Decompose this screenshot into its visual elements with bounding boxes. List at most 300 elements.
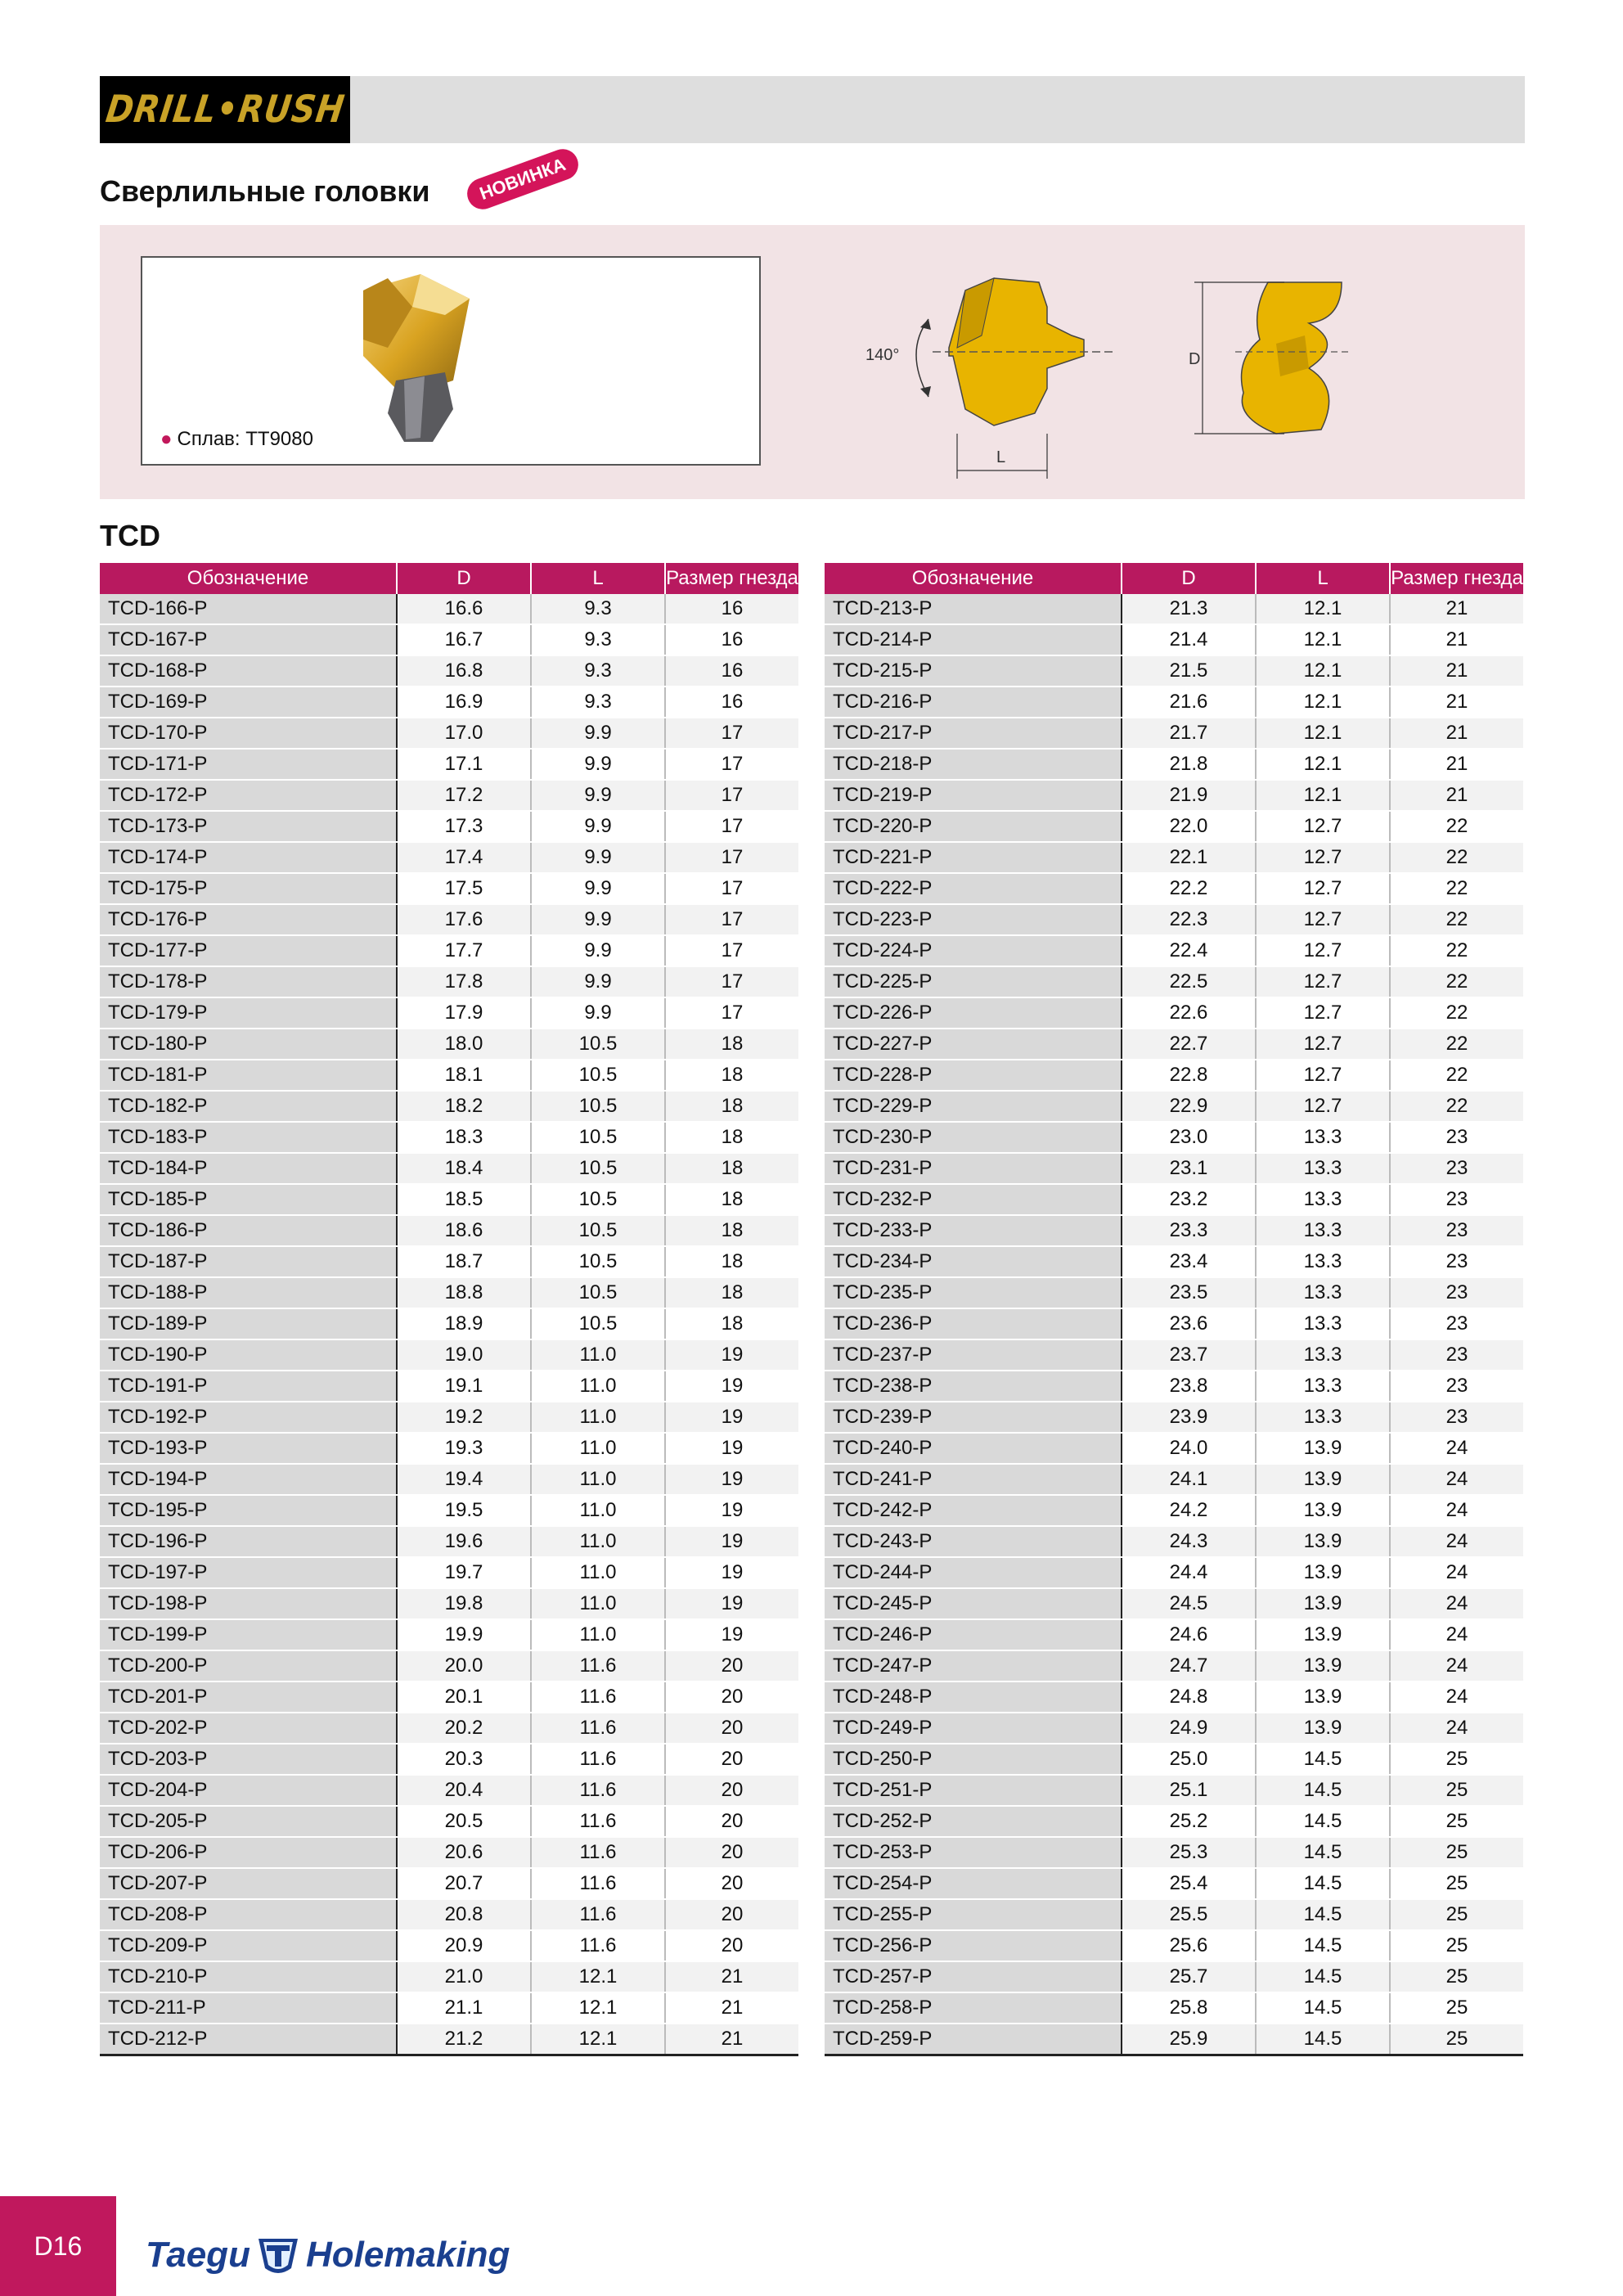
l-cell: 13.9 xyxy=(1256,1495,1390,1526)
table-row xyxy=(100,1588,798,1619)
designation-cell: TCD-193-P xyxy=(100,1433,397,1464)
l-cell: 12.1 xyxy=(1256,624,1390,655)
designation-cell: TCD-203-P xyxy=(100,1744,397,1775)
table-row xyxy=(100,1681,798,1713)
d-cell: 18.7 xyxy=(397,1246,531,1277)
socket-size-cell: 23 xyxy=(1390,1308,1523,1339)
designation-cell: TCD-187-P xyxy=(100,1246,397,1277)
table-row xyxy=(825,1029,1523,1060)
designation-cell: TCD-242-P xyxy=(825,1495,1122,1526)
table-row xyxy=(825,1184,1523,1215)
table-row xyxy=(825,1961,1523,1992)
d-cell: 18.0 xyxy=(397,1029,531,1060)
l-cell: 14.5 xyxy=(1256,1837,1390,1868)
table-row xyxy=(825,1433,1523,1464)
l-cell: 14.5 xyxy=(1256,1961,1390,1992)
socket-size-cell: 25 xyxy=(1390,1837,1523,1868)
l-cell: 13.9 xyxy=(1256,1588,1390,1619)
l-cell: 12.1 xyxy=(1256,594,1390,624)
designation-cell: TCD-201-P xyxy=(100,1681,397,1713)
l-cell: 12.1 xyxy=(531,2024,665,2055)
table-row xyxy=(825,780,1523,811)
table-row xyxy=(100,1339,798,1371)
socket-size-cell: 21 xyxy=(665,1961,798,1992)
l-cell: 13.3 xyxy=(1256,1308,1390,1339)
designation-cell: TCD-254-P xyxy=(825,1868,1122,1899)
socket-size-cell: 18 xyxy=(665,1184,798,1215)
d-cell: 23.6 xyxy=(1122,1308,1256,1339)
designation-cell: TCD-221-P xyxy=(825,842,1122,873)
l-cell: 10.5 xyxy=(531,1091,665,1122)
table-row xyxy=(825,1277,1523,1308)
d-cell: 21.3 xyxy=(1122,594,1256,624)
designation-cell: TCD-174-P xyxy=(100,842,397,873)
l-cell: 12.7 xyxy=(1256,935,1390,966)
l-cell: 13.9 xyxy=(1256,1713,1390,1744)
table-row xyxy=(825,1930,1523,1961)
table-row xyxy=(100,935,798,966)
table-row xyxy=(825,1060,1523,1091)
designation-cell: TCD-180-P xyxy=(100,1029,397,1060)
socket-size-cell: 25 xyxy=(1390,1775,1523,1806)
d-cell: 22.2 xyxy=(1122,873,1256,904)
l-cell: 12.1 xyxy=(531,1961,665,1992)
l-cell: 13.9 xyxy=(1256,1681,1390,1713)
d-cell: 20.6 xyxy=(397,1837,531,1868)
l-cell: 13.9 xyxy=(1256,1557,1390,1588)
table-row xyxy=(825,1868,1523,1899)
table-row xyxy=(100,1775,798,1806)
socket-size-cell: 25 xyxy=(1390,2024,1523,2055)
d-cell: 18.3 xyxy=(397,1122,531,1153)
l-cell: 9.9 xyxy=(531,718,665,749)
l-cell: 13.3 xyxy=(1256,1215,1390,1246)
designation-cell: TCD-194-P xyxy=(100,1464,397,1495)
table-row xyxy=(825,1713,1523,1744)
d-cell: 20.1 xyxy=(397,1681,531,1713)
designation-cell: TCD-245-P xyxy=(825,1588,1122,1619)
l-cell: 11.0 xyxy=(531,1339,665,1371)
socket-size-cell: 19 xyxy=(665,1402,798,1433)
socket-size-cell: 24 xyxy=(1390,1495,1523,1526)
socket-size-cell: 23 xyxy=(1390,1184,1523,1215)
d-cell: 25.1 xyxy=(1122,1775,1256,1806)
designation-cell: TCD-190-P xyxy=(100,1339,397,1371)
table-row xyxy=(825,904,1523,935)
l-cell: 13.3 xyxy=(1256,1277,1390,1308)
l-cell: 12.7 xyxy=(1256,966,1390,997)
socket-size-cell: 17 xyxy=(665,904,798,935)
column-header: Обозначение xyxy=(100,563,397,594)
table-row xyxy=(100,842,798,873)
d-cell: 21.8 xyxy=(1122,749,1256,780)
socket-size-cell: 19 xyxy=(665,1526,798,1557)
designation-cell: TCD-238-P xyxy=(825,1371,1122,1402)
designation-cell: TCD-181-P xyxy=(100,1060,397,1091)
socket-size-cell: 17 xyxy=(665,811,798,842)
l-cell: 12.7 xyxy=(1256,1060,1390,1091)
designation-cell: TCD-231-P xyxy=(825,1153,1122,1184)
designation-cell: TCD-227-P xyxy=(825,1029,1122,1060)
l-cell: 14.5 xyxy=(1256,1992,1390,2024)
designation-cell: TCD-189-P xyxy=(100,1308,397,1339)
d-cell: 17.3 xyxy=(397,811,531,842)
d-cell: 24.9 xyxy=(1122,1713,1256,1744)
table-row xyxy=(100,1277,798,1308)
designation-cell: TCD-202-P xyxy=(100,1713,397,1744)
d-cell: 18.9 xyxy=(397,1308,531,1339)
designation-cell: TCD-241-P xyxy=(825,1464,1122,1495)
l-cell: 12.1 xyxy=(1256,749,1390,780)
page-title: Сверлильные головки xyxy=(100,174,430,208)
socket-size-cell: 25 xyxy=(1390,1744,1523,1775)
table-row xyxy=(825,624,1523,655)
l-cell: 12.7 xyxy=(1256,1029,1390,1060)
designation-cell: TCD-185-P xyxy=(100,1184,397,1215)
socket-size-cell: 24 xyxy=(1390,1619,1523,1650)
product-photo-box xyxy=(141,256,761,466)
l-cell: 14.5 xyxy=(1256,2024,1390,2055)
l-cell: 9.9 xyxy=(531,873,665,904)
taegu-holemaking-logo xyxy=(146,2232,510,2278)
d-cell: 25.8 xyxy=(1122,1992,1256,2024)
l-cell: 11.6 xyxy=(531,1775,665,1806)
socket-size-cell: 17 xyxy=(665,966,798,997)
d-cell: 19.5 xyxy=(397,1495,531,1526)
socket-size-cell: 23 xyxy=(1390,1371,1523,1402)
socket-size-cell: 22 xyxy=(1390,1091,1523,1122)
designation-cell: TCD-192-P xyxy=(100,1402,397,1433)
d-cell: 18.1 xyxy=(397,1060,531,1091)
table-row xyxy=(825,842,1523,873)
socket-size-cell: 22 xyxy=(1390,873,1523,904)
socket-size-cell: 17 xyxy=(665,749,798,780)
angle-label: 140° xyxy=(865,346,900,364)
designation-cell: TCD-169-P xyxy=(100,687,397,718)
l-cell: 9.3 xyxy=(531,687,665,718)
designation-cell: TCD-199-P xyxy=(100,1619,397,1650)
socket-size-cell: 20 xyxy=(665,1806,798,1837)
table-row xyxy=(825,749,1523,780)
d-cell: 21.0 xyxy=(397,1961,531,1992)
socket-size-cell: 18 xyxy=(665,1246,798,1277)
socket-size-cell: 16 xyxy=(665,687,798,718)
l-cell: 9.9 xyxy=(531,935,665,966)
table-row xyxy=(825,1899,1523,1930)
designation-cell: TCD-217-P xyxy=(825,718,1122,749)
designation-cell: TCD-226-P xyxy=(825,997,1122,1029)
socket-size-cell: 21 xyxy=(1390,780,1523,811)
table-row xyxy=(825,1215,1523,1246)
designation-cell: TCD-168-P xyxy=(100,655,397,687)
socket-size-cell: 18 xyxy=(665,1122,798,1153)
l-cell: 9.9 xyxy=(531,842,665,873)
table-row xyxy=(100,624,798,655)
table-row xyxy=(100,1433,798,1464)
drill-rush-logo xyxy=(100,76,350,143)
d-cell: 21.2 xyxy=(397,2024,531,2055)
l-cell: 14.5 xyxy=(1256,1868,1390,1899)
table-row xyxy=(100,1930,798,1961)
table-row xyxy=(825,1091,1523,1122)
logo-text: DRILL•RUSH xyxy=(102,88,348,132)
l-cell: 11.6 xyxy=(531,1899,665,1930)
socket-size-cell: 22 xyxy=(1390,811,1523,842)
designation-cell: TCD-259-P xyxy=(825,2024,1122,2055)
d-cell: 25.2 xyxy=(1122,1806,1256,1837)
socket-size-cell: 21 xyxy=(1390,594,1523,624)
designation-cell: TCD-239-P xyxy=(825,1402,1122,1433)
designation-cell: TCD-204-P xyxy=(100,1775,397,1806)
l-cell: 12.7 xyxy=(1256,873,1390,904)
d-cell: 19.1 xyxy=(397,1371,531,1402)
table-row xyxy=(825,1402,1523,1433)
d-cell: 23.0 xyxy=(1122,1122,1256,1153)
table-row xyxy=(100,1713,798,1744)
table-row xyxy=(100,1402,798,1433)
table-row xyxy=(825,594,1523,624)
socket-size-cell: 20 xyxy=(665,1650,798,1681)
l-cell: 14.5 xyxy=(1256,1899,1390,1930)
table-row xyxy=(825,1837,1523,1868)
table-row xyxy=(100,2024,798,2055)
socket-size-cell: 23 xyxy=(1390,1153,1523,1184)
d-cell: 17.8 xyxy=(397,966,531,997)
table-row xyxy=(825,1806,1523,1837)
d-cell: 23.9 xyxy=(1122,1402,1256,1433)
socket-size-cell: 25 xyxy=(1390,1899,1523,1930)
designation-cell: TCD-236-P xyxy=(825,1308,1122,1339)
table-row xyxy=(100,966,798,997)
d-cell: 19.7 xyxy=(397,1557,531,1588)
table-row xyxy=(825,1339,1523,1371)
l-cell: 10.5 xyxy=(531,1308,665,1339)
table-row xyxy=(100,1122,798,1153)
l-cell: 11.0 xyxy=(531,1464,665,1495)
designation-cell: TCD-237-P xyxy=(825,1339,1122,1371)
l-cell: 11.0 xyxy=(531,1402,665,1433)
designation-cell: TCD-225-P xyxy=(825,966,1122,997)
table-row xyxy=(100,1526,798,1557)
socket-size-cell: 19 xyxy=(665,1339,798,1371)
d-cell: 20.7 xyxy=(397,1868,531,1899)
socket-size-cell: 22 xyxy=(1390,904,1523,935)
l-cell: 12.1 xyxy=(531,1992,665,2024)
designation-cell: TCD-256-P xyxy=(825,1930,1122,1961)
socket-size-cell: 23 xyxy=(1390,1215,1523,1246)
socket-size-cell: 22 xyxy=(1390,842,1523,873)
designation-cell: TCD-178-P xyxy=(100,966,397,997)
d-cell: 25.4 xyxy=(1122,1868,1256,1899)
d-cell: 19.9 xyxy=(397,1619,531,1650)
d-cell: 24.6 xyxy=(1122,1619,1256,1650)
l-cell: 10.5 xyxy=(531,1122,665,1153)
designation-cell: TCD-173-P xyxy=(100,811,397,842)
l-cell: 11.0 xyxy=(531,1433,665,1464)
designation-cell: TCD-172-P xyxy=(100,780,397,811)
d-cell: 19.4 xyxy=(397,1464,531,1495)
designation-cell: TCD-207-P xyxy=(100,1868,397,1899)
d-cell: 23.4 xyxy=(1122,1246,1256,1277)
l-cell: 11.0 xyxy=(531,1526,665,1557)
d-cell: 20.9 xyxy=(397,1930,531,1961)
l-cell: 13.9 xyxy=(1256,1619,1390,1650)
socket-size-cell: 23 xyxy=(1390,1246,1523,1277)
designation-cell: TCD-210-P xyxy=(100,1961,397,1992)
table-row xyxy=(825,1775,1523,1806)
designation-cell: TCD-195-P xyxy=(100,1495,397,1526)
l-cell: 11.6 xyxy=(531,1650,665,1681)
table-row xyxy=(100,1557,798,1588)
d-cell: 17.9 xyxy=(397,997,531,1029)
designation-cell: TCD-235-P xyxy=(825,1277,1122,1308)
socket-size-cell: 22 xyxy=(1390,966,1523,997)
l-cell: 12.7 xyxy=(1256,904,1390,935)
d-cell: 16.9 xyxy=(397,687,531,718)
designation-cell: TCD-246-P xyxy=(825,1619,1122,1650)
socket-size-cell: 18 xyxy=(665,1308,798,1339)
l-cell: 11.6 xyxy=(531,1713,665,1744)
socket-size-cell: 17 xyxy=(665,873,798,904)
column-header: Размер гнезда xyxy=(665,563,798,594)
designation-cell: TCD-208-P xyxy=(100,1899,397,1930)
designation-cell: TCD-211-P xyxy=(100,1992,397,2024)
socket-size-cell: 17 xyxy=(665,997,798,1029)
table-row xyxy=(100,1184,798,1215)
column-header: D xyxy=(397,563,531,594)
socket-size-cell: 21 xyxy=(665,2024,798,2055)
l-cell: 12.7 xyxy=(1256,842,1390,873)
d-cell: 24.7 xyxy=(1122,1650,1256,1681)
d-cell: 17.0 xyxy=(397,718,531,749)
l-cell: 14.5 xyxy=(1256,1744,1390,1775)
d-cell: 20.8 xyxy=(397,1899,531,1930)
l-cell: 13.3 xyxy=(1256,1246,1390,1277)
l-cell: 10.5 xyxy=(531,1246,665,1277)
designation-cell: TCD-223-P xyxy=(825,904,1122,935)
d-cell: 22.4 xyxy=(1122,935,1256,966)
table-row xyxy=(100,1837,798,1868)
l-cell: 11.0 xyxy=(531,1588,665,1619)
d-cell: 21.5 xyxy=(1122,655,1256,687)
designation-cell: TCD-212-P xyxy=(100,2024,397,2055)
designation-cell: TCD-240-P xyxy=(825,1433,1122,1464)
table-row xyxy=(825,873,1523,904)
designation-cell: TCD-248-P xyxy=(825,1681,1122,1713)
technical-drawing xyxy=(851,245,1423,491)
designation-cell: TCD-251-P xyxy=(825,1775,1122,1806)
table-row xyxy=(100,655,798,687)
l-cell: 12.7 xyxy=(1256,1091,1390,1122)
d-cell: 22.8 xyxy=(1122,1060,1256,1091)
d-cell: 21.4 xyxy=(1122,624,1256,655)
d-cell: 17.1 xyxy=(397,749,531,780)
designation-cell: TCD-196-P xyxy=(100,1526,397,1557)
d-cell: 22.6 xyxy=(1122,997,1256,1029)
socket-size-cell: 20 xyxy=(665,1899,798,1930)
designation-cell: TCD-197-P xyxy=(100,1557,397,1588)
designation-cell: TCD-171-P xyxy=(100,749,397,780)
d-cell: 25.7 xyxy=(1122,1961,1256,1992)
designation-cell: TCD-179-P xyxy=(100,997,397,1029)
tcd-table-right xyxy=(825,563,1523,2056)
l-cell: 11.6 xyxy=(531,1681,665,1713)
socket-size-cell: 18 xyxy=(665,1091,798,1122)
table-row xyxy=(100,780,798,811)
designation-cell: TCD-244-P xyxy=(825,1557,1122,1588)
designation-cell: TCD-220-P xyxy=(825,811,1122,842)
d-cell: 24.2 xyxy=(1122,1495,1256,1526)
table-row xyxy=(100,1961,798,1992)
new-badge: НОВИНКА xyxy=(463,145,582,214)
d-cell: 20.0 xyxy=(397,1650,531,1681)
d-cell: 21.1 xyxy=(397,1992,531,2024)
d-cell: 24.5 xyxy=(1122,1588,1256,1619)
designation-cell: TCD-206-P xyxy=(100,1837,397,1868)
socket-size-cell: 23 xyxy=(1390,1402,1523,1433)
designation-cell: TCD-214-P xyxy=(825,624,1122,655)
designation-cell: TCD-258-P xyxy=(825,1992,1122,2024)
socket-size-cell: 24 xyxy=(1390,1713,1523,1744)
l-cell: 11.6 xyxy=(531,1868,665,1899)
socket-size-cell: 20 xyxy=(665,1744,798,1775)
d-cell: 19.6 xyxy=(397,1526,531,1557)
table-row xyxy=(825,655,1523,687)
l-cell: 10.5 xyxy=(531,1029,665,1060)
socket-size-cell: 20 xyxy=(665,1837,798,1868)
designation-cell: TCD-177-P xyxy=(100,935,397,966)
socket-size-cell: 18 xyxy=(665,1029,798,1060)
l-cell: 13.3 xyxy=(1256,1122,1390,1153)
d-cell: 22.5 xyxy=(1122,966,1256,997)
designation-cell: TCD-230-P xyxy=(825,1122,1122,1153)
tcd-table-left xyxy=(100,563,798,2056)
socket-size-cell: 24 xyxy=(1390,1433,1523,1464)
socket-size-cell: 20 xyxy=(665,1713,798,1744)
d-cell: 23.3 xyxy=(1122,1215,1256,1246)
d-cell: 22.0 xyxy=(1122,811,1256,842)
socket-size-cell: 21 xyxy=(1390,624,1523,655)
l-cell: 12.1 xyxy=(1256,718,1390,749)
d-cell: 25.6 xyxy=(1122,1930,1256,1961)
designation-cell: TCD-234-P xyxy=(825,1246,1122,1277)
socket-size-cell: 18 xyxy=(665,1060,798,1091)
socket-size-cell: 17 xyxy=(665,842,798,873)
socket-size-cell: 23 xyxy=(1390,1277,1523,1308)
socket-size-cell: 22 xyxy=(1390,935,1523,966)
socket-size-cell: 18 xyxy=(665,1277,798,1308)
table-row xyxy=(100,1153,798,1184)
l-cell: 13.3 xyxy=(1256,1402,1390,1433)
table-row xyxy=(100,1215,798,1246)
table-row xyxy=(825,1495,1523,1526)
socket-size-cell: 21 xyxy=(1390,749,1523,780)
designation-cell: TCD-205-P xyxy=(100,1806,397,1837)
d-cell: 25.9 xyxy=(1122,2024,1256,2055)
l-cell: 13.9 xyxy=(1256,1650,1390,1681)
table-row xyxy=(100,1029,798,1060)
l-cell: 12.1 xyxy=(1256,655,1390,687)
d-cell: 21.6 xyxy=(1122,687,1256,718)
l-cell: 11.0 xyxy=(531,1557,665,1588)
d-cell: 18.2 xyxy=(397,1091,531,1122)
l-cell: 13.9 xyxy=(1256,1464,1390,1495)
designation-cell: TCD-252-P xyxy=(825,1806,1122,1837)
socket-size-cell: 24 xyxy=(1390,1681,1523,1713)
d-cell: 19.3 xyxy=(397,1433,531,1464)
l-cell: 9.9 xyxy=(531,749,665,780)
column-header: Размер гнезда xyxy=(1390,563,1523,594)
